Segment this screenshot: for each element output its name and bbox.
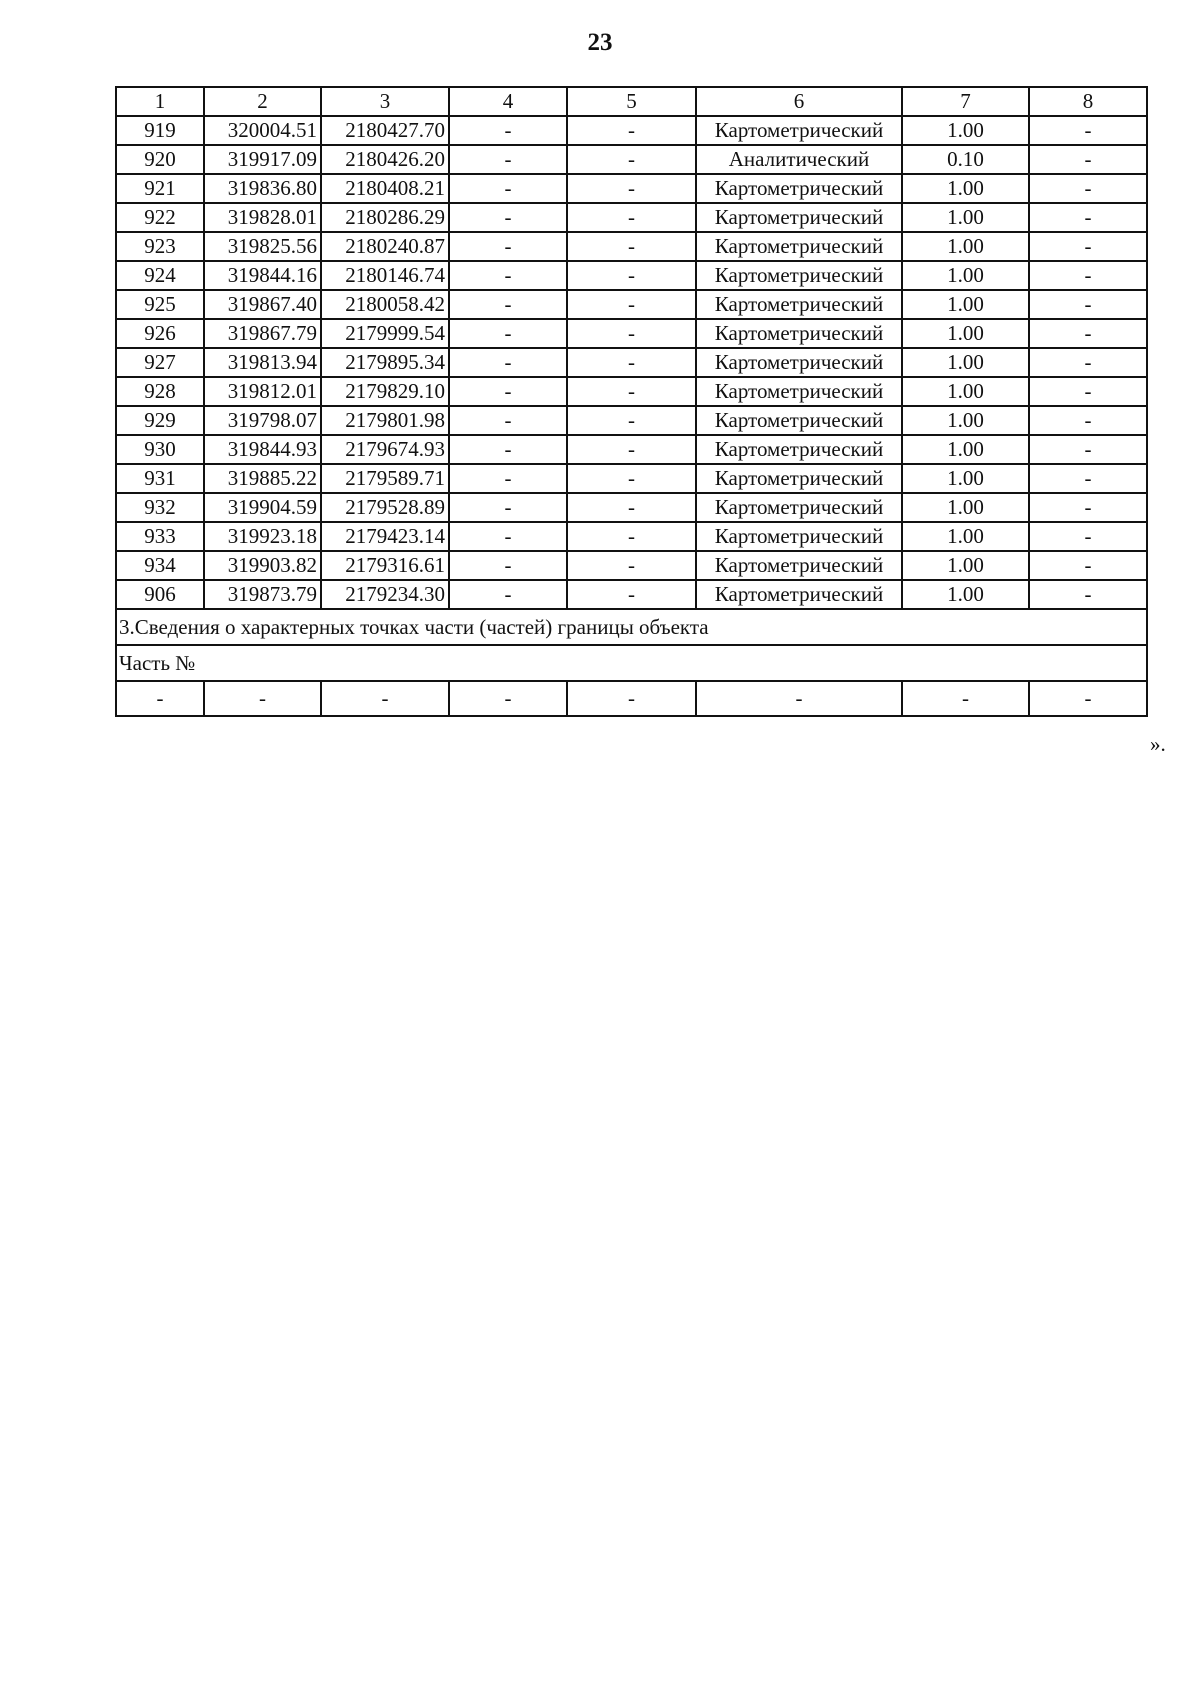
coord-x-cell: 319825.56: [204, 232, 321, 261]
coord-y-cell: 2179528.89: [321, 493, 449, 522]
col-5-cell: -: [567, 116, 696, 145]
col-5-cell: -: [567, 261, 696, 290]
coord-x-cell: 319798.07: [204, 406, 321, 435]
header-cell: 5: [567, 87, 696, 116]
accuracy-cell: 1.00: [902, 580, 1029, 609]
accuracy-cell: 1.00: [902, 319, 1029, 348]
col-4-cell: -: [449, 348, 567, 377]
col-5-cell: -: [567, 493, 696, 522]
point-number-cell: 927: [116, 348, 204, 377]
accuracy-cell: 1.00: [902, 290, 1029, 319]
dash-cell: -: [204, 681, 321, 716]
accuracy-cell: 1.00: [902, 116, 1029, 145]
point-number-cell: 920: [116, 145, 204, 174]
method-cell: Картометрический: [696, 493, 902, 522]
point-number-cell: 919: [116, 116, 204, 145]
col-8-cell: -: [1029, 145, 1147, 174]
point-number-cell: 933: [116, 522, 204, 551]
accuracy-cell: 1.00: [902, 348, 1029, 377]
table-row: [116, 377, 1147, 406]
method-cell: Картометрический: [696, 116, 902, 145]
coord-x-cell: 319904.59: [204, 493, 321, 522]
col-5-cell: -: [567, 203, 696, 232]
col-8-cell: -: [1029, 116, 1147, 145]
table-row: [116, 232, 1147, 261]
col-8-cell: -: [1029, 348, 1147, 377]
col-4-cell: -: [449, 580, 567, 609]
accuracy-cell: 1.00: [902, 232, 1029, 261]
coord-y-cell: 2180058.42: [321, 290, 449, 319]
col-5-cell: -: [567, 319, 696, 348]
col-4-cell: -: [449, 203, 567, 232]
header-cell: 7: [902, 87, 1029, 116]
col-8-cell: -: [1029, 290, 1147, 319]
point-number-cell: 926: [116, 319, 204, 348]
col-4-cell: -: [449, 551, 567, 580]
table-row: [116, 435, 1147, 464]
col-5-cell: -: [567, 580, 696, 609]
table-row: [116, 464, 1147, 493]
table-row: [116, 551, 1147, 580]
col-5-cell: -: [567, 377, 696, 406]
table-row: [116, 116, 1147, 145]
col-4-cell: -: [449, 377, 567, 406]
col-8-cell: -: [1029, 522, 1147, 551]
table-row: [116, 580, 1147, 609]
table-row: [116, 261, 1147, 290]
coord-x-cell: 319917.09: [204, 145, 321, 174]
method-cell: Картометрический: [696, 348, 902, 377]
col-8-cell: -: [1029, 580, 1147, 609]
point-number-cell: 930: [116, 435, 204, 464]
coord-x-cell: 319844.16: [204, 261, 321, 290]
col-5-cell: -: [567, 522, 696, 551]
accuracy-cell: 1.00: [902, 261, 1029, 290]
method-cell: Картометрический: [696, 203, 902, 232]
table-row: [116, 290, 1147, 319]
col-4-cell: -: [449, 464, 567, 493]
col-5-cell: -: [567, 435, 696, 464]
method-cell: Картометрический: [696, 319, 902, 348]
dash-cell: -: [902, 681, 1029, 716]
accuracy-cell: 1.00: [902, 435, 1029, 464]
coord-x-cell: 319923.18: [204, 522, 321, 551]
coord-y-cell: 2180146.74: [321, 261, 449, 290]
col-4-cell: -: [449, 435, 567, 464]
col-8-cell: -: [1029, 261, 1147, 290]
col-8-cell: -: [1029, 377, 1147, 406]
point-number-cell: 928: [116, 377, 204, 406]
coord-y-cell: 2180240.87: [321, 232, 449, 261]
col-4-cell: -: [449, 319, 567, 348]
method-cell: Картометрический: [696, 435, 902, 464]
method-cell: Картометрический: [696, 232, 902, 261]
coord-y-cell: 2179829.10: [321, 377, 449, 406]
accuracy-cell: 1.00: [902, 464, 1029, 493]
method-cell: Картометрический: [696, 174, 902, 203]
table-row: [116, 406, 1147, 435]
table-body: [116, 87, 1147, 116]
table-row: [116, 145, 1147, 174]
col-4-cell: -: [449, 261, 567, 290]
point-number-cell: 934: [116, 551, 204, 580]
header-cell: 6: [696, 87, 902, 116]
accuracy-cell: 1.00: [902, 203, 1029, 232]
coord-x-cell: 319844.93: [204, 435, 321, 464]
coord-x-cell: 319836.80: [204, 174, 321, 203]
table-row: [116, 319, 1147, 348]
header-cell: 8: [1029, 87, 1147, 116]
table-row: [116, 493, 1147, 522]
method-cell: Картометрический: [696, 580, 902, 609]
coord-x-cell: 319828.01: [204, 203, 321, 232]
point-number-cell: 925: [116, 290, 204, 319]
col-4-cell: -: [449, 116, 567, 145]
coord-y-cell: 2179999.54: [321, 319, 449, 348]
accuracy-cell: 1.00: [902, 406, 1029, 435]
point-number-cell: 906: [116, 580, 204, 609]
method-cell: Аналитический: [696, 145, 902, 174]
header-cell: 1: [116, 87, 204, 116]
table-row: [116, 203, 1147, 232]
col-4-cell: -: [449, 493, 567, 522]
col-4-cell: -: [449, 290, 567, 319]
coord-y-cell: 2179801.98: [321, 406, 449, 435]
method-cell: Картометрический: [696, 261, 902, 290]
header-row: [116, 87, 1147, 116]
col-4-cell: -: [449, 145, 567, 174]
coord-x-cell: 319812.01: [204, 377, 321, 406]
coord-y-cell: 2179234.30: [321, 580, 449, 609]
col-5-cell: -: [567, 464, 696, 493]
col-8-cell: -: [1029, 435, 1147, 464]
accuracy-cell: 1.00: [902, 377, 1029, 406]
col-5-cell: -: [567, 406, 696, 435]
dash-cell: -: [696, 681, 902, 716]
coord-x-cell: 319903.82: [204, 551, 321, 580]
coordinates-table: [115, 86, 1148, 717]
col-8-cell: -: [1029, 493, 1147, 522]
coord-x-cell: 319873.79: [204, 580, 321, 609]
col-8-cell: -: [1029, 232, 1147, 261]
coord-y-cell: 2180427.70: [321, 116, 449, 145]
col-5-cell: -: [567, 551, 696, 580]
col-5-cell: -: [567, 232, 696, 261]
dash-cell: -: [116, 681, 204, 716]
table-row: [116, 522, 1147, 551]
dash-row: [116, 681, 1147, 716]
col-8-cell: -: [1029, 406, 1147, 435]
method-cell: Картометрический: [696, 290, 902, 319]
coord-y-cell: 2179895.34: [321, 348, 449, 377]
method-cell: Картометрический: [696, 377, 902, 406]
col-4-cell: -: [449, 522, 567, 551]
col-4-cell: -: [449, 174, 567, 203]
header-cell: 2: [204, 87, 321, 116]
dash-cell: -: [321, 681, 449, 716]
coord-y-cell: 2179674.93: [321, 435, 449, 464]
section-row: [116, 609, 1147, 645]
data-rows: [116, 116, 1147, 609]
col-4-cell: -: [449, 406, 567, 435]
method-cell: Картометрический: [696, 406, 902, 435]
coord-y-cell: 2179423.14: [321, 522, 449, 551]
coord-y-cell: 2179589.71: [321, 464, 449, 493]
coord-x-cell: 319867.79: [204, 319, 321, 348]
point-number-cell: 921: [116, 174, 204, 203]
table-row: [116, 348, 1147, 377]
part-label: Часть №: [116, 645, 1147, 681]
method-cell: Картометрический: [696, 464, 902, 493]
dash-cell: -: [449, 681, 567, 716]
part-row: [116, 645, 1147, 681]
point-number-cell: 923: [116, 232, 204, 261]
header-cell: 4: [449, 87, 567, 116]
accuracy-cell: 1.00: [902, 551, 1029, 580]
coord-x-cell: 319867.40: [204, 290, 321, 319]
method-cell: Картометрический: [696, 551, 902, 580]
accuracy-cell: 1.00: [902, 493, 1029, 522]
col-5-cell: -: [567, 145, 696, 174]
closing-quote: ».: [1150, 732, 1166, 756]
table-row: [116, 174, 1147, 203]
method-cell: Картометрический: [696, 522, 902, 551]
coord-y-cell: 2179316.61: [321, 551, 449, 580]
coord-y-cell: 2180286.29: [321, 203, 449, 232]
coord-x-cell: 319885.22: [204, 464, 321, 493]
col-5-cell: -: [567, 290, 696, 319]
accuracy-cell: 1.00: [902, 174, 1029, 203]
col-8-cell: -: [1029, 174, 1147, 203]
dash-cell: -: [567, 681, 696, 716]
point-number-cell: 922: [116, 203, 204, 232]
coord-x-cell: 320004.51: [204, 116, 321, 145]
accuracy-cell: 0.10: [902, 145, 1029, 174]
accuracy-cell: 1.00: [902, 522, 1029, 551]
col-5-cell: -: [567, 348, 696, 377]
point-number-cell: 931: [116, 464, 204, 493]
col-8-cell: -: [1029, 319, 1147, 348]
coord-y-cell: 2180408.21: [321, 174, 449, 203]
point-number-cell: 924: [116, 261, 204, 290]
point-number-cell: 932: [116, 493, 204, 522]
header-cell: 3: [321, 87, 449, 116]
col-4-cell: -: [449, 232, 567, 261]
coord-x-cell: 319813.94: [204, 348, 321, 377]
point-number-cell: 929: [116, 406, 204, 435]
col-5-cell: -: [567, 174, 696, 203]
section-body: [116, 609, 1147, 716]
coord-y-cell: 2180426.20: [321, 145, 449, 174]
col-8-cell: -: [1029, 551, 1147, 580]
col-8-cell: -: [1029, 203, 1147, 232]
col-8-cell: -: [1029, 464, 1147, 493]
dash-cell: -: [1029, 681, 1147, 716]
section-title: 3.Сведения о характерных точках части (частей) границы объекта: [116, 609, 1147, 645]
page-number: 23: [587, 29, 613, 56]
